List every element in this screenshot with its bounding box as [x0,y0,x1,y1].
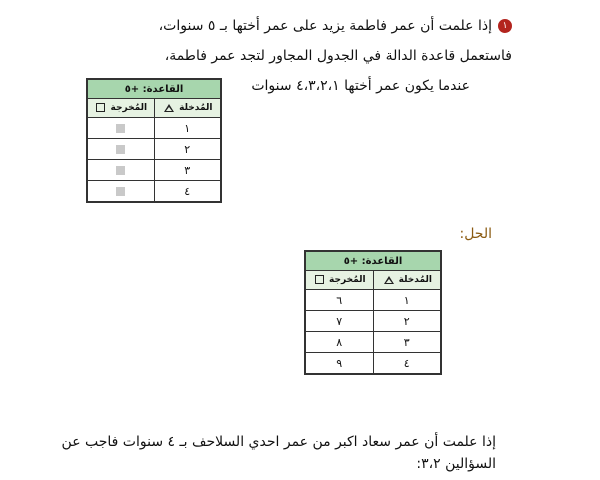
table-row: ٢ ٧ [305,311,441,332]
input-header: المُدخلة [373,271,441,290]
table-row: ٤ [87,181,221,203]
problem-1-line-3: عندما يكون عمر أختها ٤،٣،٢،١ سنوات [251,78,470,94]
table-row: ٢ [87,139,221,160]
rule-header: القاعدة: +٥ [305,251,441,271]
table-row: ٤ ٩ [305,353,441,375]
table-row: ٣ ٨ [305,332,441,353]
table-row: ٣ [87,160,221,181]
answer-box[interactable] [116,124,125,133]
problem-2-line-2: السؤالين ٣،٢: [416,456,496,472]
answer-box[interactable] [116,187,125,196]
input-header: المُدخلة [154,99,221,118]
table-row: ١ [87,118,221,139]
problem-2-line-1: إذا علمت أن عمر سعاد اكبر من عمر احدي السلاحف بـ ٤ سنوات فاجب عن [61,434,496,450]
triangle-icon [384,276,394,284]
function-table-2 [304,250,442,375]
output-header: المُخرجة [305,271,373,290]
answer-box[interactable] [116,145,125,154]
square-icon [96,103,105,112]
problem-number-badge: ١ [498,19,512,33]
answer-box[interactable] [116,166,125,175]
problem-1-line-2: فاستعمل قاعدة الدالة في الجدول المجاور لتجد عمر فاطمة، [164,48,512,64]
table-row: ١ ٦ [305,290,441,311]
rule-header: القاعدة: +٥ [87,79,221,99]
triangle-icon [164,104,174,112]
square-icon [315,275,324,284]
function-table-1 [86,78,222,203]
solution-label: الحل: [459,226,492,242]
output-header: المُخرجة [87,99,154,118]
problem-1-line-1: ١إذا علمت أن عمر فاطمة يزيد على عمر أختها بـ ٥ سنوات، [159,16,512,36]
